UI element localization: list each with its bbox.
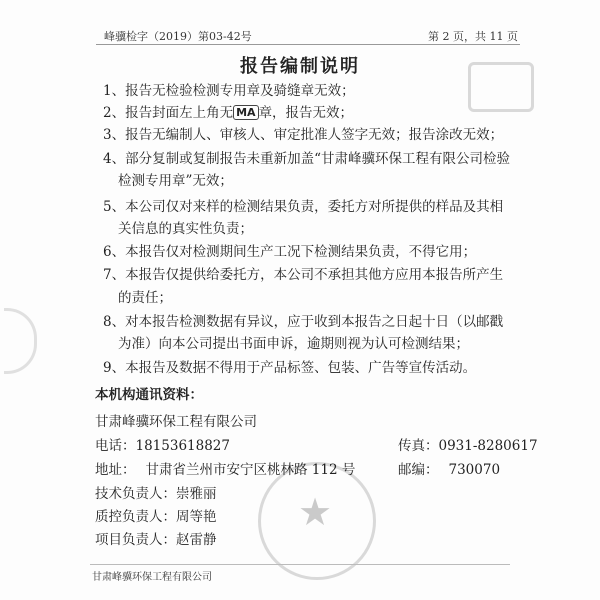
list-item-7-line2: 的责任； — [118, 290, 172, 306]
list-item-5-line1: 5、本公司仅对来样的检测结果负责，委托方对所提供的样品及其相 — [103, 199, 504, 215]
fax-row — [398, 436, 538, 456]
tech-lead-row — [95, 484, 217, 504]
tech-lead-value: 崇雅丽 — [176, 486, 217, 502]
postcode-row — [398, 460, 500, 480]
qc-lead-label: 质控负责人： — [95, 509, 176, 525]
address-value: 甘肃省兰州市安宁区桃林路 112 号 — [145, 462, 356, 478]
list-item-9: 9、本报告及数据不得用于产品标签、包装、广告等宣传活动。 — [103, 360, 477, 376]
cma-mark-icon: MA — [233, 105, 258, 120]
company-name: 甘肃峰骥环保工程有限公司 — [95, 414, 257, 430]
list-item-8-line2: 为准）向本公司提出书面申诉，逾期则视为认可检测结果； — [118, 336, 469, 352]
project-lead-row — [95, 530, 217, 550]
list-item-6: 6、本报告仅对检测期间生产工况下检测结果负责，不得它用； — [103, 244, 477, 260]
list-item-4-line2: 检测专用章”无效； — [118, 173, 233, 189]
address-label: 地址： — [95, 462, 136, 478]
list-item-8-line1: 8、对本报告检测数据有异议，应于收到本报告之日起十日（以邮戳 — [103, 314, 504, 330]
list-item-5-line2: 关信息的真实性负责； — [118, 221, 253, 237]
list-item-2-prefix: 2、报告封面左上角无 — [103, 105, 234, 121]
list-item-2 — [103, 102, 523, 124]
list-item-2-suffix: 章，报告无效； — [258, 105, 354, 121]
postcode-label: 邮编： — [398, 462, 439, 478]
list-item-4-line1: 4、部分复制或复制报告未重新加盖“甘肃峰骥环保工程有限公司检验 — [103, 151, 510, 167]
header-divider — [96, 44, 520, 45]
phone-label: 电话： — [95, 438, 136, 454]
list-item-3: 3、报告无编制人、审核人、审定批准人签字无效；报告涂改无效； — [103, 127, 504, 143]
qc-lead-value: 周等艳 — [176, 509, 217, 525]
margin-seal-ghost — [4, 308, 37, 374]
qc-lead-row — [95, 507, 217, 527]
tech-lead-label: 技术负责人： — [95, 486, 176, 502]
contact-section-title: 本机构通讯资料： — [95, 387, 203, 403]
fax-label: 传真： — [398, 438, 439, 454]
address-row — [95, 460, 355, 480]
stamp-star-icon: ★ — [298, 490, 333, 534]
document-title: 报告编制说明 — [240, 56, 360, 77]
project-lead-value: 赵雷静 — [176, 532, 217, 548]
page-info: 第 2 页，共 11 页 — [428, 30, 518, 43]
footer-divider — [90, 564, 510, 565]
postcode-value: 730070 — [448, 462, 501, 478]
project-lead-label: 项目负责人： — [95, 532, 176, 548]
phone-row — [95, 436, 230, 456]
phone-value: 18153618827 — [135, 438, 230, 454]
list-item-7-line1: 7、本报告仅提供给委托方，本公司不承担其他方应用本报告所产生 — [103, 267, 504, 283]
footer-company: 甘肃峰骥环保工程有限公司 — [92, 572, 212, 583]
list-item-1: 1、报告无检验检测专用章及骑缝章无效； — [103, 83, 355, 99]
fax-value: 0931-8280617 — [438, 438, 538, 454]
report-number: 峰骥检字（2019）第03-42号 — [104, 30, 252, 43]
